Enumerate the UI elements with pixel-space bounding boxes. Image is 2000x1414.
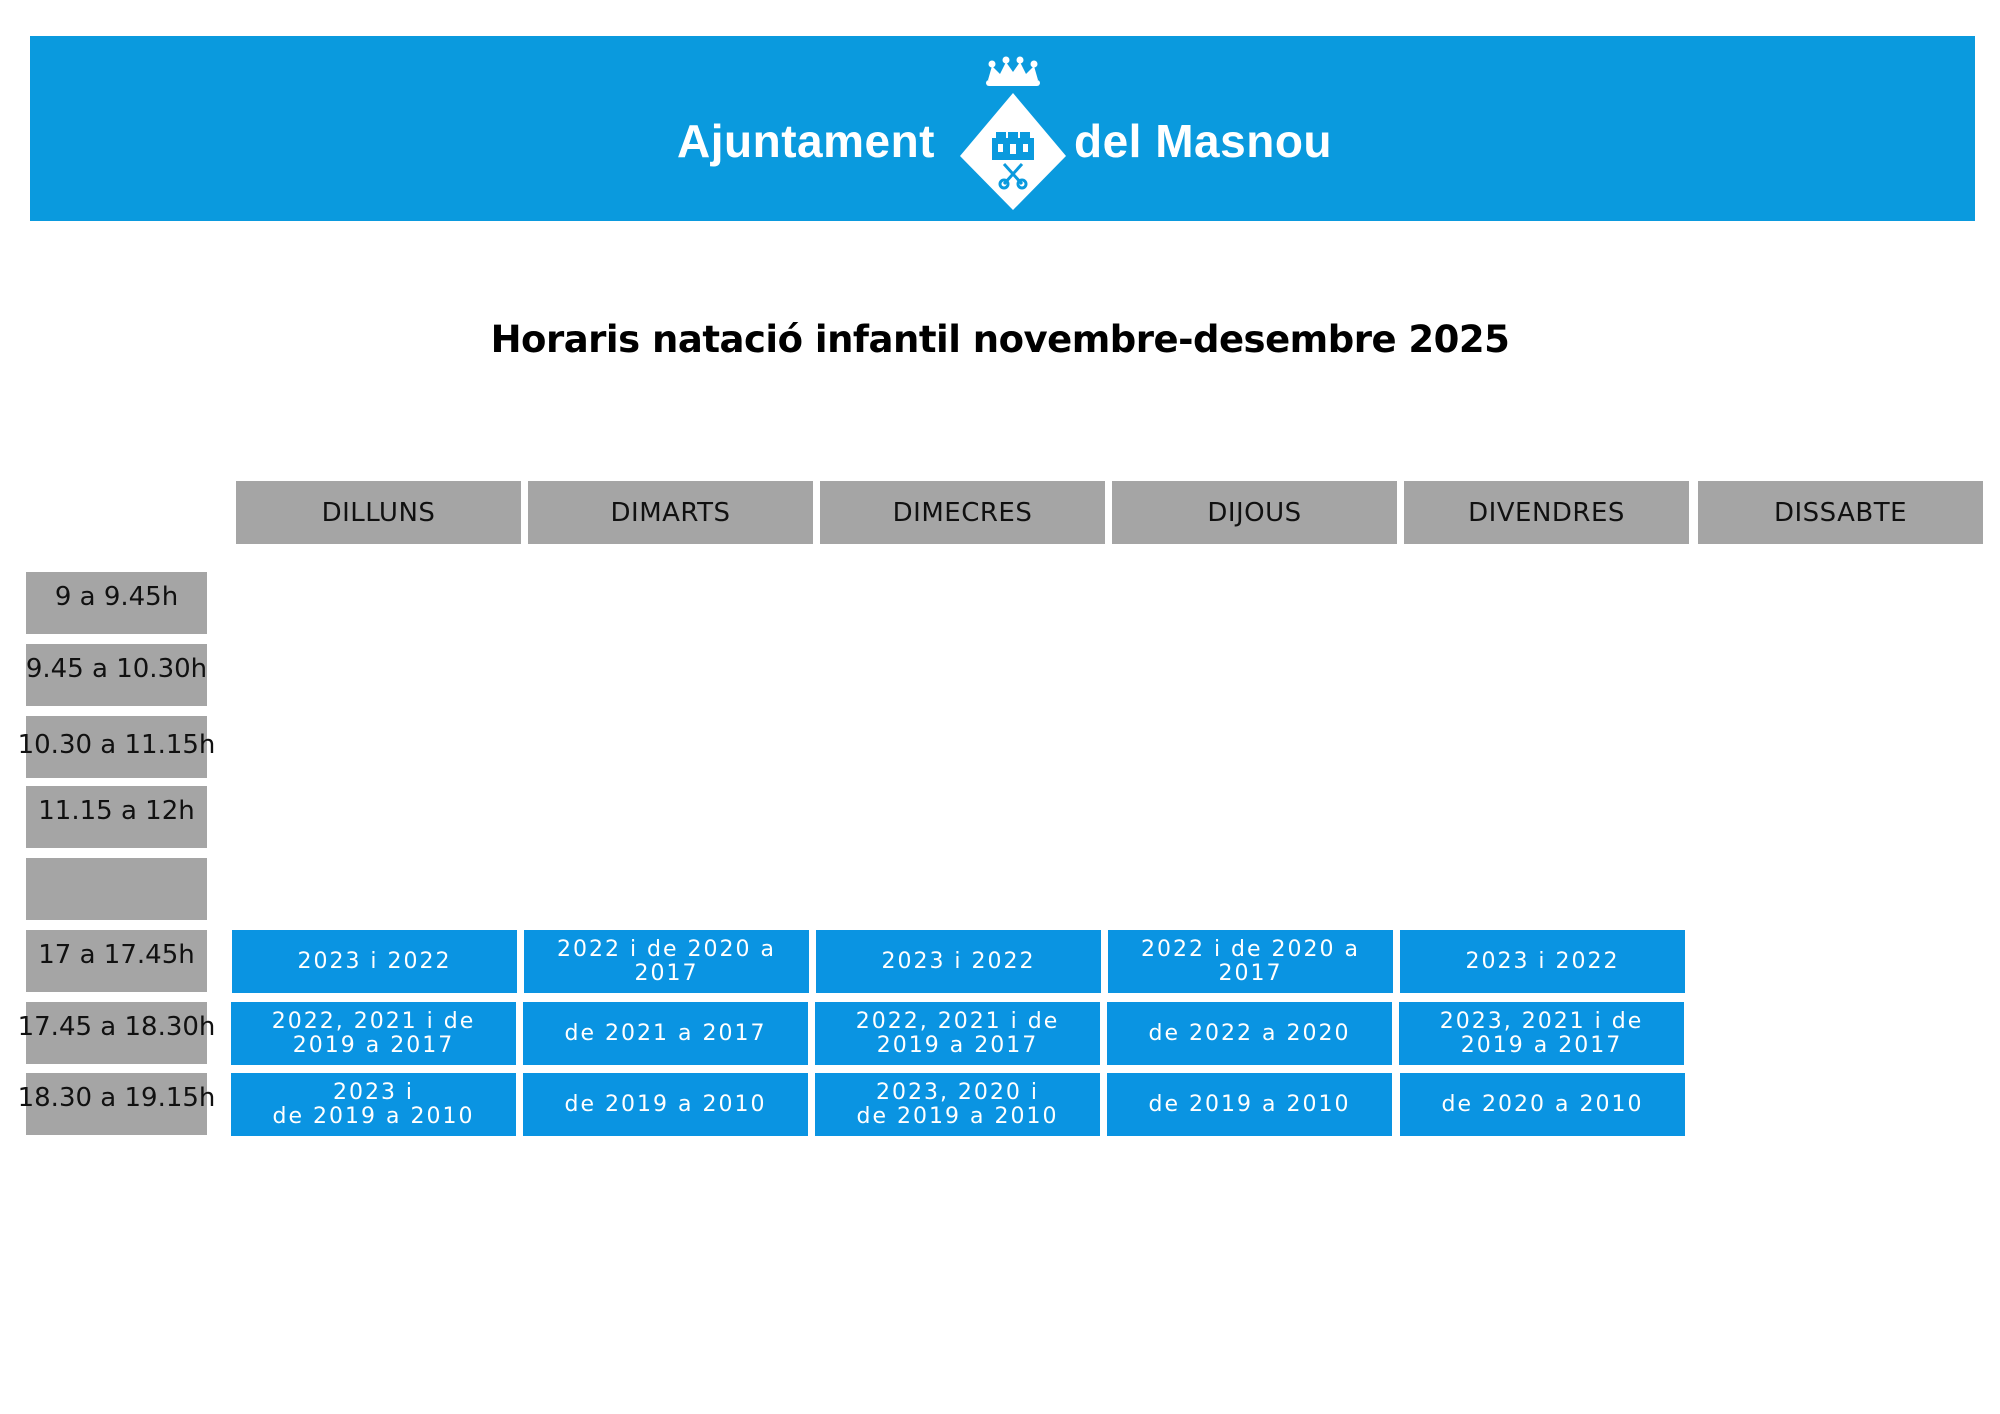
slot-cell: de 2019 a 2010	[1107, 1073, 1392, 1136]
time-label: 11.15 a 12h	[26, 786, 207, 848]
time-label: 17 a 17.45h	[26, 930, 207, 992]
page-title: Horaris natació infantil novembre-desembre 2025	[490, 318, 1510, 361]
slot-cell: de 2022 a 2020	[1107, 1002, 1392, 1065]
slot-cell: 2022 i de 2020 a 2017	[1108, 930, 1393, 993]
day-header-dimecres: DIMECRES	[820, 481, 1105, 544]
brand-right-text: del Masnou	[1074, 115, 1333, 167]
slot-cell: 2023, 2020 i de 2019 a 2010	[815, 1073, 1100, 1136]
time-label-empty	[26, 858, 207, 920]
slot-cell: 2023 i 2022	[816, 930, 1101, 993]
day-header-dijous: DIJOUS	[1112, 481, 1397, 544]
slot-cell: de 2020 a 2010	[1400, 1073, 1685, 1136]
day-header-divendres: DIVENDRES	[1404, 481, 1689, 544]
slot-cell: de 2021 a 2017	[523, 1002, 808, 1065]
slot-cell: 2023 i 2022	[1400, 930, 1685, 993]
day-header-dimarts: DIMARTS	[528, 481, 813, 544]
time-label: 9.45 a 10.30h	[26, 644, 207, 706]
time-label: 10.30 a 11.15h	[26, 716, 207, 778]
masnou-crest-icon	[948, 50, 1078, 210]
slot-cell: de 2019 a 2010	[523, 1073, 808, 1136]
time-label: 17.45 a 18.30h	[26, 1002, 207, 1064]
slot-cell: 2022, 2021 i de 2019 a 2017	[815, 1002, 1100, 1065]
day-header-dilluns: DILLUNS	[236, 481, 521, 544]
slot-cell: 2022, 2021 i de 2019 a 2017	[231, 1002, 516, 1065]
time-label: 18.30 a 19.15h	[26, 1073, 207, 1135]
slot-cell: 2022 i de 2020 a 2017	[524, 930, 809, 993]
slot-cell: 2023 i 2022	[232, 930, 517, 993]
time-label: 9 a 9.45h	[26, 572, 207, 634]
day-header-dissabte: DISSABTE	[1698, 481, 1983, 544]
brand-left-text: Ajuntament	[677, 115, 935, 167]
slot-cell: 2023, 2021 i de 2019 a 2017	[1399, 1002, 1684, 1065]
slot-cell: 2023 i de 2019 a 2010	[231, 1073, 516, 1136]
header-banner	[30, 36, 1975, 221]
